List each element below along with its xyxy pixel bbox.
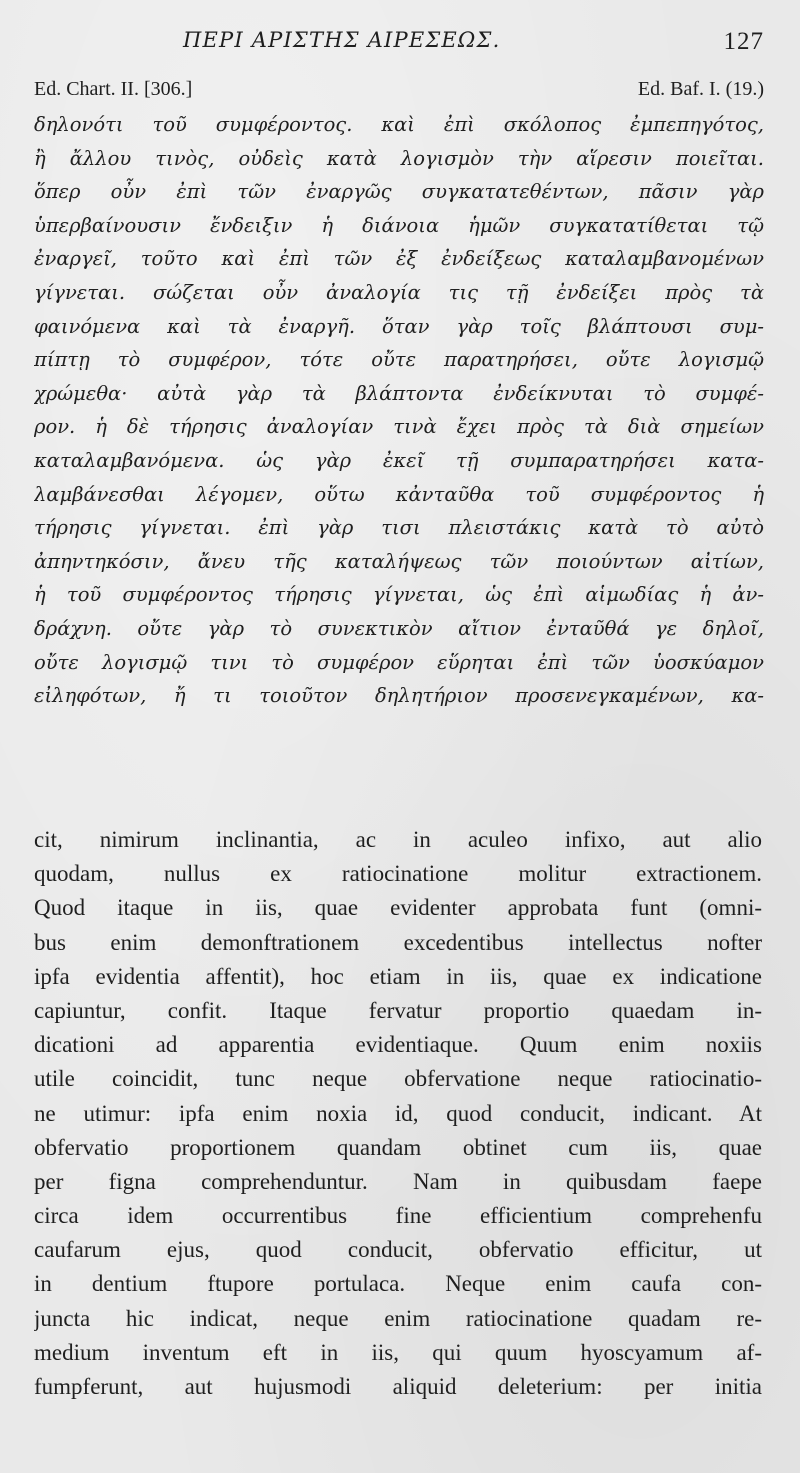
latin-line: capiuntur, confit. Itaque fervatur proportio quaedam in- (34, 997, 762, 1023)
greek-line: ὑπερβαίνουσιν ἔνδειξιν ἡ διάνοια ἡμῶν συγκατατίθεται τῷ (34, 213, 764, 237)
greek-line: δηλονότι τοῦ συμφέροντος. καὶ ἐπὶ σκόλοπος ἐμπεπηγότος, (34, 113, 764, 136)
greek-line: εἰληφότων, ἤ τι τοιοῦτον δηλητήριον προσενεγκαμένων, κα- (34, 684, 764, 708)
latin-line: per figna comprehenduntur. Nam in quibusdam faepe (34, 1168, 762, 1194)
latin-line: dicationi ad apparentia evidentiaque. Quum enim noxiis (34, 1032, 762, 1058)
running-head (0, 28, 800, 62)
latin-line: in dentium ftupore portulaca. Neque enim caufa con- (34, 1271, 762, 1297)
latin-line: circa idem occurrentibus fine efficientium comprehenfu (34, 1203, 762, 1229)
latin-line: juncta hic indicat, neque enim ratiocinatione quadam re- (34, 1305, 762, 1331)
latin-line: ipfa evidentia affentit), hoc etiam in iis, quae ex indicatione (34, 963, 762, 989)
greek-line: λαμβάνεσθαι λέγομεν, οὕτω κἀνταῦθα τοῦ συμφέροντος ἡ (34, 482, 764, 506)
running-title: ΠΕΡΙ ΑΡΙΣΤΗΣ ΑΙΡΕΣΕΩΣ. (183, 28, 501, 52)
latin-line: cit, nimirum inclinantia, ac in aculeo infixo, aut alio (34, 827, 762, 852)
edition-ref-chart: Ed. Chart. II. [306.] (34, 78, 193, 100)
latin-line: medium inventum eft in iis, qui quum hyoscyamum af- (34, 1339, 762, 1365)
edition-references (34, 78, 764, 108)
latin-line: bus enim demonftrationem excedentibus intellectus nofter (34, 929, 762, 955)
greek-line: ἐναργεῖ, τοῦτο καὶ ἐπὶ τῶν ἐξ ἐνδείξεως καταλαμβανομένων (34, 247, 764, 271)
greek-line: ὅπερ οὖν ἐπὶ τῶν ἐναργῶς συγκατατεθέντων, πᾶσιν γὰρ (34, 180, 764, 204)
latin-line: caufarum ejus, quod conducit, obfervatio efficitur, ut (34, 1237, 762, 1263)
latin-line: obfervatio proportionem quandam obtinet cum iis, quae (34, 1134, 762, 1160)
greek-line: πίπτῃ τὸ συμφέρον, τότε οὔτε παρατηρήσει, οὔτε λογισμῷ (34, 348, 764, 372)
latin-line: fumpferunt, aut hujusmodi aliquid deleterium: per initia (34, 1374, 762, 1399)
latin-text-block (34, 823, 762, 1404)
latin-line: ne utimur: ipfa enim noxia id, quod conducit, indicant. At (34, 1100, 762, 1126)
greek-line: γίγνεται. σώζεται οὖν ἀναλογία τις τῇ ἐνδείξει πρὸς τὰ (34, 280, 764, 304)
greek-line: ρον. ἡ δὲ τήρησις ἀναλογίαν τινὰ ἔχει πρὸς τὰ διὰ σημείων (34, 415, 764, 439)
page-number: 127 (723, 28, 764, 55)
greek-line: ἀπηντηκόσιν, ἄνευ τῆς καταλήψεως τῶν ποιούντων αἰτίων, (34, 549, 764, 573)
greek-line: ἡ τοῦ συμφέροντος τήρησις γίγνεται, ὡς ἐπὶ αἱμωδίας ἡ ἀν- (34, 583, 764, 607)
latin-line: utile coincidit, tunc neque obfervatione neque ratiocinatio- (34, 1066, 762, 1092)
latin-line: Quod itaque in iis, quae evidenter approbata funt (omni- (34, 895, 762, 921)
edition-ref-basel: Ed. Baf. I. (19.) (637, 78, 764, 100)
latin-line: quodam, nullus ex ratiocinatione molitur extractionem. (34, 861, 762, 887)
greek-line: χρώμεθα· αὐτὰ γὰρ τὰ βλάπτοντα ἐνδείκνυται τὸ συμφέ- (34, 381, 764, 405)
greek-line: φαινόμενα καὶ τὰ ἐναργῆ. ὅταν γὰρ τοῖς βλάπτουσι συμ- (34, 314, 764, 338)
greek-text-block (34, 108, 764, 713)
greek-line: καταλαμβανόμενα. ὡς γὰρ ἐκεῖ τῇ συμπαρατηρήσει κατα- (34, 448, 764, 472)
greek-line: τήρησις γίγνεται. ἐπὶ γὰρ τισι πλειστάκις κατὰ τὸ αὐτὸ (34, 516, 764, 540)
greek-line: δράχνη. οὔτε γὰρ τὸ συνεκτικὸν αἴτιον ἐνταῦθά γε δηλοῖ, (34, 616, 764, 640)
greek-line: ἢ ἄλλου τινὸς, οὐδεὶς κατὰ λογισμὸν τὴν αἵρεσιν ποιεῖται. (34, 146, 764, 170)
greek-line: οὔτε λογισμῷ τινι τὸ συμφέρον εὕρηται ἐπὶ τῶν ὑοσκύαμον (34, 650, 764, 674)
